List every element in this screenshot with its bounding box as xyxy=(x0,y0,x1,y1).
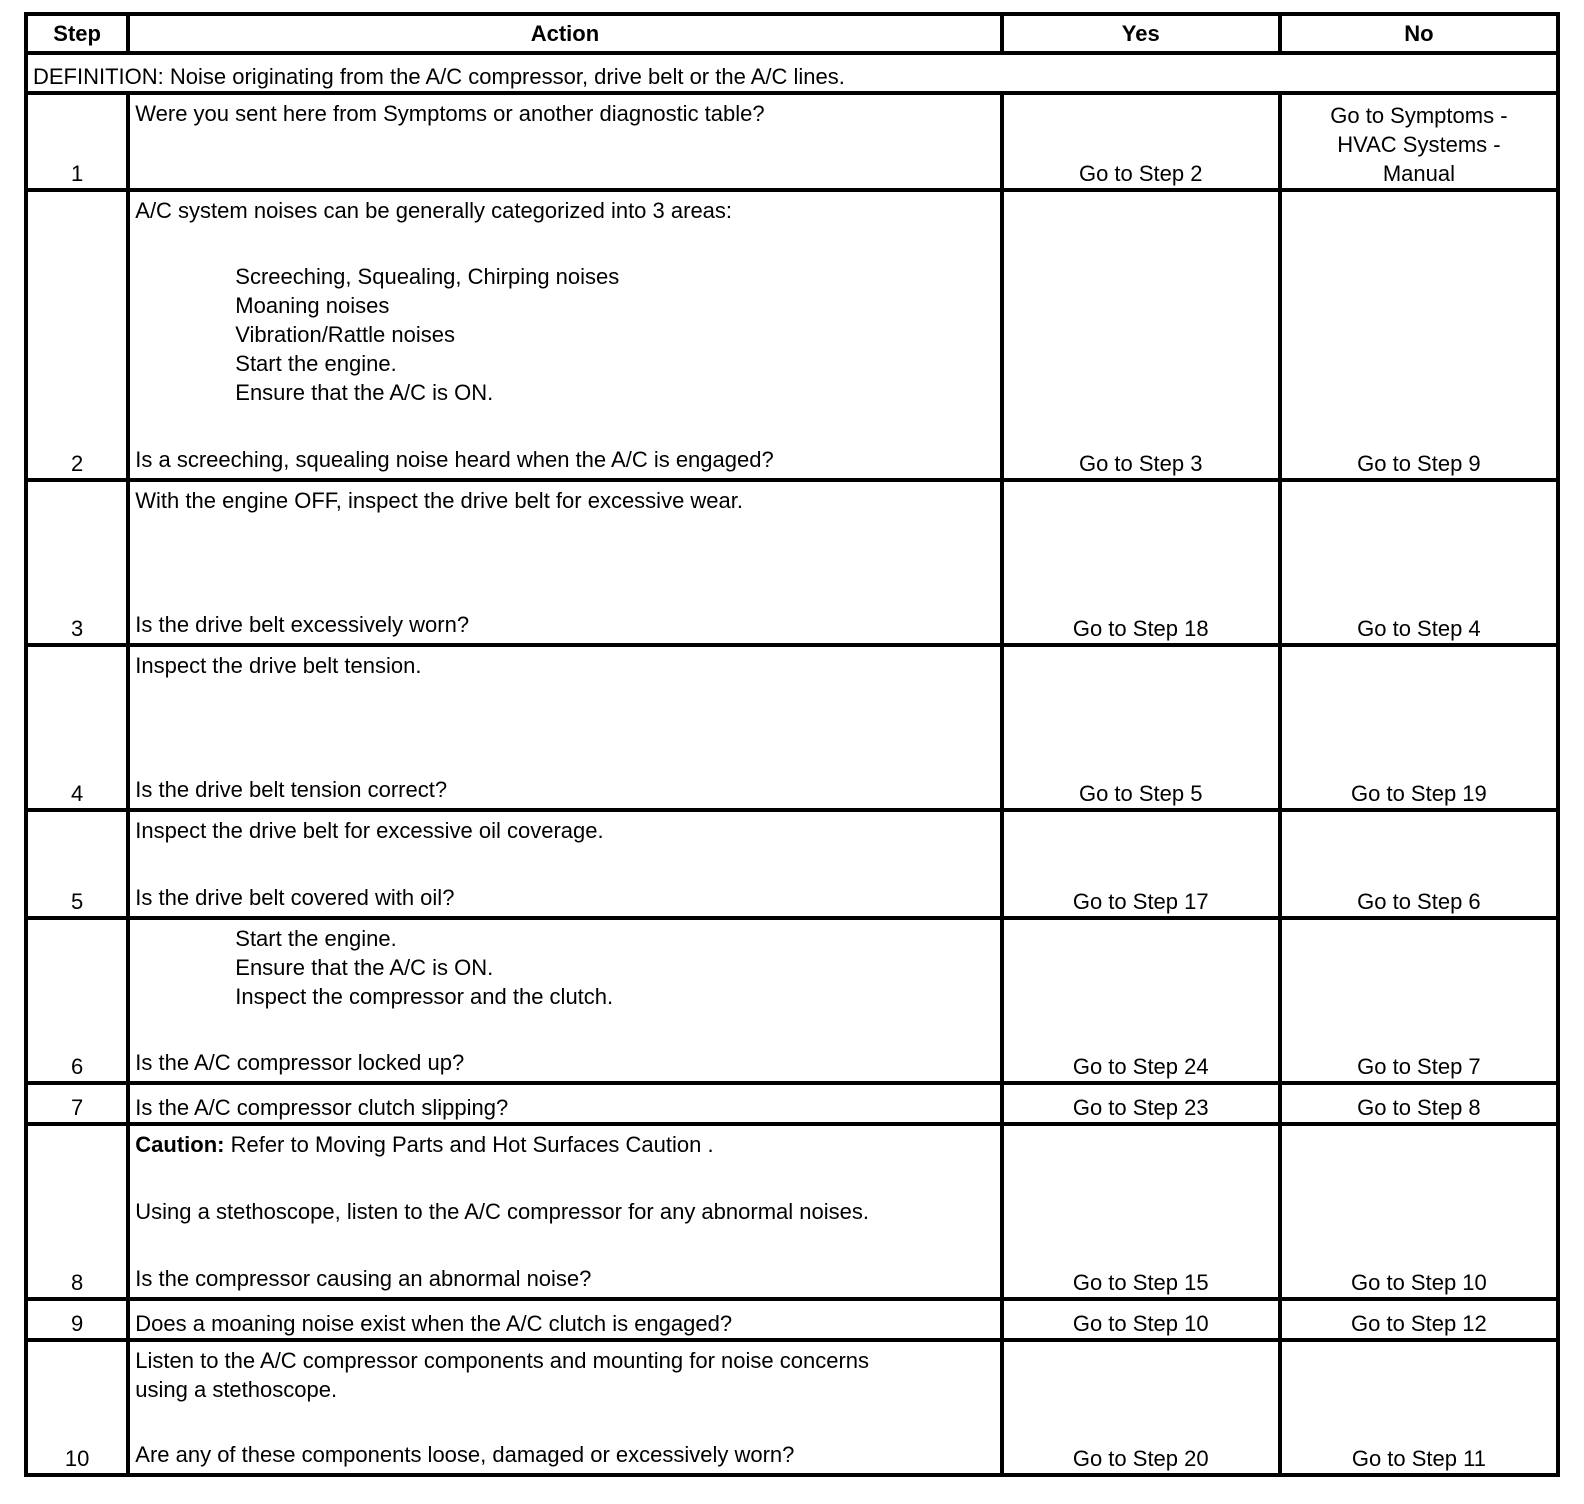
step-number: 9 xyxy=(26,1299,128,1340)
no-cell: Go to Step 10 xyxy=(1280,1124,1558,1299)
table-row xyxy=(26,93,1558,190)
no-cell: Go to Step 7 xyxy=(1280,918,1558,1083)
header-row xyxy=(26,14,1558,53)
definition-text: DEFINITION: Noise originating from the A/C compressor, drive belt or the A/C lines. xyxy=(26,53,1558,93)
yes-cell: Go to Step 10 xyxy=(1002,1299,1280,1340)
action-indented-line: Vibration/Rattle noises xyxy=(235,322,455,347)
step-number: 2 xyxy=(26,190,128,480)
yes-cell: Go to Step 2 xyxy=(1002,93,1280,190)
yes-cell: Go to Step 17 xyxy=(1002,810,1280,918)
no-cell: Go to Step 8 xyxy=(1280,1083,1558,1124)
table-row xyxy=(26,918,1558,1083)
table-row xyxy=(26,1124,1558,1299)
action-question: Does a moaning noise exist when the A/C clutch is engaged? xyxy=(128,1299,1001,1340)
no-cell: Go to Step 9 xyxy=(1280,190,1558,480)
action-cell xyxy=(128,1124,1001,1299)
yes-cell: Go to Step 18 xyxy=(1002,480,1280,645)
action-indented-line: Screeching, Squealing, Chirping noises xyxy=(235,264,620,289)
action-indented-line: Inspect the compressor and the clutch. xyxy=(235,984,614,1009)
action-indented-line: Moaning noises xyxy=(235,293,390,318)
action-question: Is the A/C compressor locked up? xyxy=(135,1050,465,1075)
yes-cell: Go to Step 24 xyxy=(1002,918,1280,1083)
action-line: Using a stethoscope, listen to the A/C compressor for any abnormal noises. xyxy=(135,1199,869,1224)
action-cell xyxy=(128,480,1001,645)
caution-label: Caution: xyxy=(135,1132,225,1157)
no-cell: Go to Step 6 xyxy=(1280,810,1558,918)
step-number: 5 xyxy=(26,810,128,918)
action-line: With the engine OFF, inspect the drive belt for excessive wear. xyxy=(135,488,743,513)
header-action: Action xyxy=(128,14,1001,53)
table-row xyxy=(26,810,1558,918)
action-line: Inspect the drive belt tension. xyxy=(135,653,422,678)
definition-row xyxy=(26,53,1558,93)
step-number: 8 xyxy=(26,1124,128,1299)
action-question: Is the drive belt covered with oil? xyxy=(135,885,455,910)
header-yes: Yes xyxy=(1002,14,1280,53)
action-indented-line: Ensure that the A/C is ON. xyxy=(235,380,494,405)
table-row xyxy=(26,480,1558,645)
table-row xyxy=(26,190,1558,480)
action-cell xyxy=(128,918,1001,1083)
action-question: Is the compressor causing an abnormal noise? xyxy=(135,1266,592,1291)
table-row xyxy=(26,1299,1558,1340)
action-cell xyxy=(128,1340,1001,1475)
yes-cell: Go to Step 3 xyxy=(1002,190,1280,480)
action-line: A/C system noises can be generally categorized into 3 areas: xyxy=(135,198,733,223)
no-cell xyxy=(1280,93,1558,190)
step-number: 1 xyxy=(26,93,128,190)
action-question: Are any of these components loose, damaged or excessively worn? xyxy=(135,1442,795,1467)
action-cell xyxy=(128,93,1001,190)
table-row xyxy=(26,1083,1558,1124)
table-row xyxy=(26,1340,1558,1475)
no-cell: Go to Step 4 xyxy=(1280,480,1558,645)
no-line: Manual xyxy=(1382,161,1455,186)
yes-cell: Go to Step 23 xyxy=(1002,1083,1280,1124)
yes-cell: Go to Step 15 xyxy=(1002,1124,1280,1299)
action-cell xyxy=(128,190,1001,480)
header-step: Step xyxy=(26,14,128,53)
action-question: Is a screeching, squealing noise heard when the A/C is engaged? xyxy=(135,447,774,472)
no-line: Go to Symptoms - xyxy=(1330,103,1508,128)
step-number: 10 xyxy=(26,1340,128,1475)
action-indented-line: Start the engine. xyxy=(235,351,397,376)
caution-text: Refer to Moving Parts and Hot Surfaces Caution . xyxy=(224,1132,714,1157)
action-question: Is the A/C compressor clutch slipping? xyxy=(128,1083,1001,1124)
action-indented-line: Start the engine. xyxy=(235,926,397,951)
action-line: Were you sent here from Symptoms or another diagnostic table? xyxy=(135,101,765,126)
step-number: 6 xyxy=(26,918,128,1083)
yes-cell: Go to Step 20 xyxy=(1002,1340,1280,1475)
step-number: 7 xyxy=(26,1083,128,1124)
caution-line xyxy=(135,1130,994,1159)
action-indented-line: Ensure that the A/C is ON. xyxy=(235,955,494,980)
step-number: 4 xyxy=(26,645,128,810)
table-row xyxy=(26,645,1558,810)
no-line: HVAC Systems - xyxy=(1337,132,1501,157)
header-no: No xyxy=(1280,14,1558,53)
diagnostic-table xyxy=(24,12,1560,1477)
action-question: Is the drive belt tension correct? xyxy=(135,777,448,802)
action-line: Listen to the A/C compressor components and mounting for noise concerns xyxy=(135,1348,869,1373)
action-question: Is the drive belt excessively worn? xyxy=(135,612,470,637)
no-cell: Go to Step 19 xyxy=(1280,645,1558,810)
action-cell xyxy=(128,645,1001,810)
no-cell: Go to Step 11 xyxy=(1280,1340,1558,1475)
action-line: using a stethoscope. xyxy=(135,1377,338,1402)
action-cell xyxy=(128,810,1001,918)
yes-cell: Go to Step 5 xyxy=(1002,645,1280,810)
step-number: 3 xyxy=(26,480,128,645)
action-line: Inspect the drive belt for excessive oil coverage. xyxy=(135,818,604,843)
no-cell: Go to Step 12 xyxy=(1280,1299,1558,1340)
